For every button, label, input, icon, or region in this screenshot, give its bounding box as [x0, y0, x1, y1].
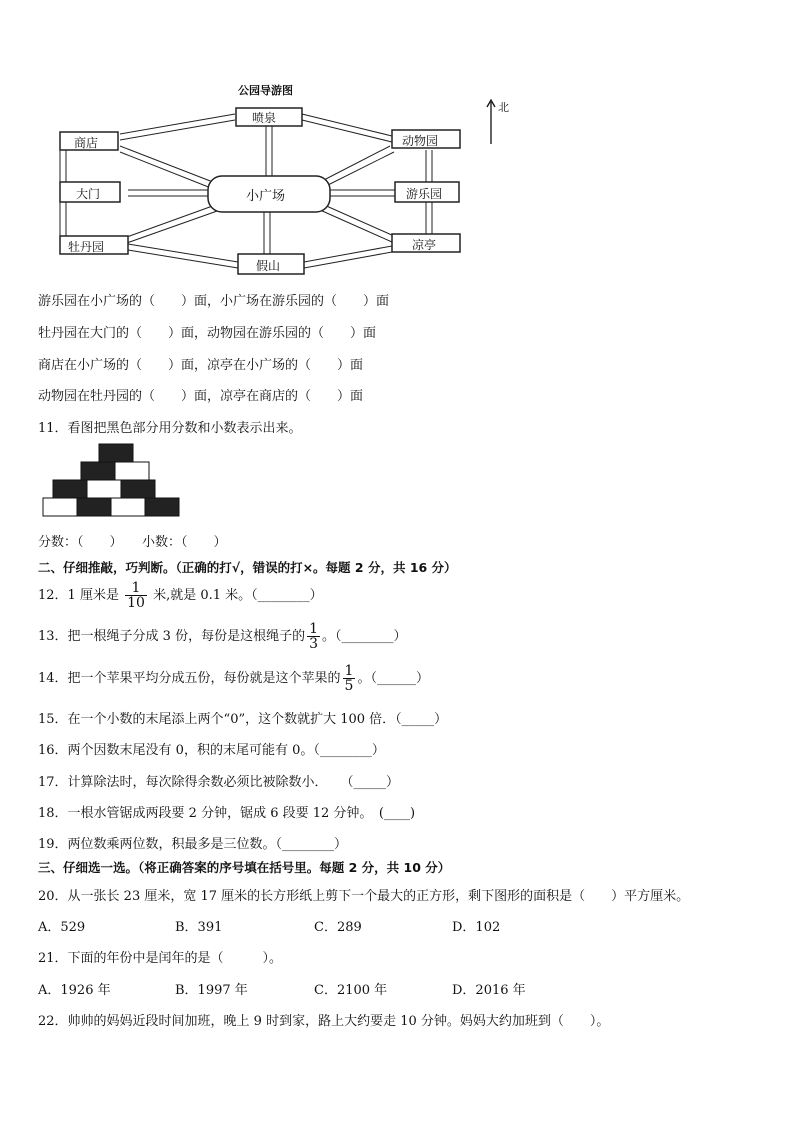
map-node-peony: 牡丹园	[68, 240, 105, 254]
fraction-1-5: $\frac{1}{5}$	[344, 663, 354, 694]
section-3-header: 三、仔细选一选。（将正确答案的序号填在括号里。每题 2 分，共 10 分）	[38, 860, 451, 875]
question-12: 12．1 厘米是 $\frac{1}{10}$ 米,就是 0.1 米。（________）	[38, 580, 323, 611]
block	[121, 480, 155, 498]
question-17: 17．计算除法时，每次除得余数必须比被除数小． （_____）	[38, 775, 400, 790]
question-20: 20．从一张长 23 厘米，宽 17 厘米的长方形纸上剪下一个最大的正方形，剩下图形的面积是（ ）平方厘米。	[38, 889, 690, 904]
question-11: 11．看图把黑色部分用分数和小数表示出来。	[38, 421, 302, 436]
question-16: 16．两个因数末尾没有 0，积的末尾可能有 0。（________）	[38, 743, 385, 758]
north-arrow-icon	[485, 98, 497, 146]
north-label: 北	[498, 101, 509, 114]
map-node-amusement: 游乐园	[406, 187, 443, 201]
map-question-4: 动物园在牡丹园的（ ）面，凉亭在商店的（ ）面	[38, 389, 364, 404]
block	[115, 462, 149, 480]
q11-answer-line: 分数：（ ） 小数：（ ）	[38, 535, 227, 550]
q20-option-c: C．289	[314, 920, 362, 935]
block	[81, 462, 115, 480]
question-21: 21．下面的年份中是闰年的是（ ）。	[38, 951, 283, 966]
question-22: 22．帅帅的妈妈近段时间加班，晚上 9 时到家，路上大约要走 10 分钟。妈妈大约加班到（ ）。	[38, 1014, 610, 1029]
map-question-1: 游乐园在小广场的（ ）面，小广场在游乐园的（ ）面	[38, 294, 390, 309]
q21-option-c: C．2100 年	[314, 983, 388, 998]
q21-option-d: D．2016 年	[452, 983, 526, 998]
q20-option-b: B．391	[175, 920, 223, 935]
map-node-plaza: 小广场	[246, 189, 286, 204]
map-node-rockery: 假山	[256, 259, 281, 273]
block	[87, 480, 121, 498]
block	[53, 480, 87, 498]
park-map	[40, 78, 520, 278]
fraction-1-3: $\frac{1}{3}$	[309, 621, 318, 652]
map-question-2: 牡丹园在大门的（ ）面，动物园在游乐园的（ ）面	[38, 326, 377, 341]
q11-blocks-svg	[42, 443, 182, 517]
q21-option-a: A．1926 年	[38, 983, 111, 998]
block	[77, 498, 111, 516]
fraction-1-10: $\frac{1}{10}$	[127, 580, 145, 611]
question-15: 15．在一个小数的末尾添上两个“0”，这个数就扩大 100 倍．（_____）	[38, 712, 448, 727]
q20-option-d: D．102	[452, 920, 501, 935]
block	[43, 498, 77, 516]
question-19: 19．两位数乘两位数，积最多是三位数。（________）	[38, 837, 348, 852]
block	[145, 498, 179, 516]
q21-option-b: B．1997 年	[175, 983, 248, 998]
question-14: 14．把一个苹果平均分成五份，每份就是这个苹果的 $\frac{1}{5}$ 。（______）	[38, 663, 429, 694]
map-question-3: 商店在小广场的（ ）面，凉亭在小广场的（ ）面	[38, 358, 364, 373]
map-node-pavilion: 凉亭	[412, 238, 437, 252]
park-map-svg	[40, 78, 520, 278]
q11-block-figure	[42, 443, 182, 521]
map-node-gate: 大门	[76, 187, 101, 201]
block	[111, 498, 145, 516]
map-node-shop: 商店	[74, 136, 99, 150]
question-13: 13．把一根绳子分成 3 份，每份是这根绳子的 $\frac{1}{3}$ 。（________）	[38, 621, 407, 652]
map-node-fountain: 喷泉	[252, 111, 277, 125]
north-arrow	[485, 98, 497, 150]
q20-option-a: A．529	[38, 920, 86, 935]
question-18: 18．一根水管锯成两段要 2 分钟，锯成 6 段要 12 分钟。 (____)	[38, 806, 416, 821]
block	[99, 444, 133, 462]
section-2-header: 二、仔细推敲，巧判断。（正确的打√，错误的打×。每题 2 分，共 16 分）	[38, 560, 457, 575]
map-node-zoo: 动物园	[402, 134, 439, 148]
map-title: 公园导游图	[238, 84, 293, 97]
